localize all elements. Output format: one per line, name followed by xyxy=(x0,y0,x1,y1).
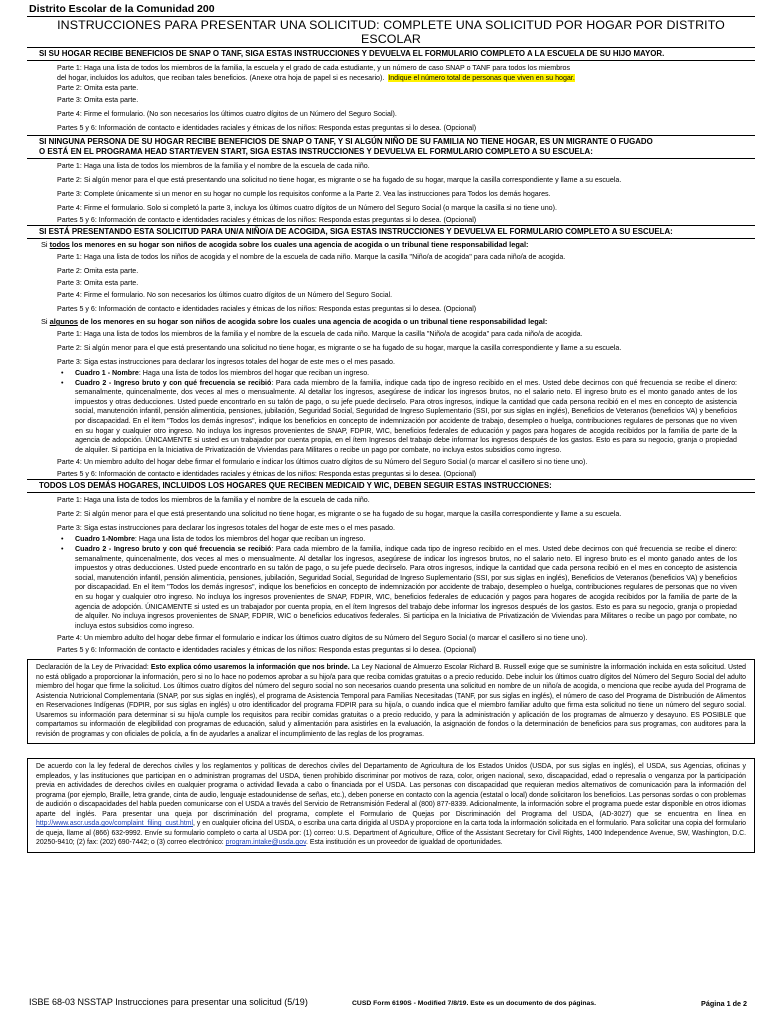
foster-some-subheading: Si algunos de los menores en su hogar son niños de acogida sobre los cuales una agencia de acogida o un tribunal tiene responsabilidad legal: xyxy=(41,317,548,326)
s1-part4: Parte 4: Firme el formulario. (No son necesarios los últimos cuatro dígitos de un Número del Seguro Social). xyxy=(57,110,397,118)
highlighted-note: Indique el número total de personas que viven en su hogar. xyxy=(388,74,575,82)
s1-part3: Parte 3: Omita esta parte. xyxy=(57,96,139,104)
s3b-box2-bullet: • Cuadro 2 - Ingreso bruto y con qué frecuencia se recibió: Para cada miembro de la familia, indique cada tipo de ingreso recibido en el mes. Usted debe decirnos con qué frecuencia se recibe el dinero: semanalmente, quincenalmente, dos veces al mes o mensualmente. Al detallar los ingresos, asegúrese de indicar los ingresos brutos, no el salario neto. El ingreso bruto es el monto ganado antes de los impuestos y otras deducciones. Usted puede encontrarlo en su talón de pago, o su jefe puede decírselo. Para otros ingresos, indique la cantidad que cada persona recibió en el mes en concepto de asistencia social, manutención infantil, pensión alimenticia, pensiones, jubilación, Seguridad Social, Seguridad de Ingreso Suplementario (SSI, por sus siglas en inglés), Beneficios de Veteranos (beneficios VA) y beneficios por discapacidad. En el ítem "Todos los demás ingresos", indique los beneficios en concepto de indemnización por accidente de trabajo, desempleo o huelga, contribuciones regulares de personas que no viven en su hogar y cualquier otro ingreso. No incluya los ingresos provenientes de SNAP, FDPIR, WIC, beneficios federales de educación y pagos para hogares de acogida recibidos por la familia de parte de la agencia de adopción. ÚNICAMENTE si usted es un trabajador por cuenta propia, en el ítem Ingresos del trabajo debe informar los ingresos después de los gastos. Esto es para su negocio, granja o propiedad de alquiler. Si participa en la Iniciativa de Privatización de Viviendas para Militares o recibe un pago por combate, no incluya estos subsidios como ingreso. xyxy=(27,379,755,456)
footer-form-id: ISBE 68-03 NSSTAP Instrucciones para presentar una solicitud (5/19) xyxy=(29,997,308,1007)
s2-part4: Parte 4: Firme el formulario. Solo si completó la parte 3, incluya los últimos cuatro dígitos de un Número del Seguro Social (o marque la casilla si no tiene uno). xyxy=(57,204,557,212)
s3b-part1: Parte 1: Haga una lista de todos los miembros de la familia y el nombre de la escuela de cada niño. Marque la casilla "Niño/a de acogida" para cada niño/a de acogida. xyxy=(57,330,583,338)
s4-part5-6: Partes 5 y 6: Información de contacto e identidades raciales y étnicas de los niños: Responda estas preguntas si lo desea. (Opcional) xyxy=(57,646,477,655)
s4-part2: Parte 2: Si algún menor para el que está presentando una solicitud no tiene hogar, es migrante o se ha fugado de su hogar, marque la casilla correspondiente y llame a su escuela. xyxy=(57,510,622,519)
section-snap-tanf-heading: SI SU HOGAR RECIBE BENEFICIOS DE SNAP O TANF, SIGA ESTAS INSTRUCCIONES Y DEVUELVA EL FORMULARIO COMPLETO A LA ESCUELA DE SU HIJO MAYOR. xyxy=(27,48,755,61)
nondiscrimination-statement: De acuerdo con la ley federal de derechos civiles y los reglamentos y políticas de derechos civiles del Departamento de Agricultura de los Estados Unidos (USDA, por sus siglas en inglés), el USDA, sus Agencias, oficinas y empleados, y las instituciones que participan en o administran programas del USDA, tienen prohibido discriminar por motivos de raza, color, origen nacional, sexo, discapacidad, edad o represalia o venganza por la participación previa en actividades de derechos civiles en cualquier programa o actividad llevada a cabo o financiada por el USDA. Las personas con discapacidad que requieran medios alternativos de comunicación para la información del programa (por ejemplo, Braille, letra grande, cinta de audio, lenguaje estadounidense de señas, etc.), deben ponerse en contacto con la agencia (estatal o local) donde solicitaron los beneficios. Las personas sordas o con problemas de audición o discapacidades del habla pueden comunicarse con el USDA a través del Servicio de Retransmisión Federal al (800) 877-8339. Adicionalmente, la información sobre el programa puede estar disponible en otros idiomas aparte del inglés. Para presentar una queja por discriminación del programa, complete el Formulario de Quejas por Discriminación del Programa del USDA, (AD-3027) que se encuentra en línea en http://www.ascr.usda.gov/complaint_filing_cust.html, y en cualquier oficina del USDA, o escriba una carta dirigida al USDA y proporcione en la carta toda la información solicitada en el formulario. Para solicitar una copia del formulario de queja, llame al (866) 632-9992. Envíe su formulario completo o carta al USDA por: (1) correo: U.S. Department of Agriculture, Office of the Assistant Secretary for Civil Rights, 1400 Independence Avenue, SW, Washington, D.C. 20250-9410; (2) fax: (202) 690-7442; o (3) correo electrónico: program.intake@usda.gov. Esta institución es un proveedor de igualdad de oportunidades. xyxy=(27,758,755,853)
s3a-part2: Parte 2: Omita esta parte. xyxy=(57,267,139,275)
s3b-part4: Parte 4: Un miembro adulto del hogar debe firmar el formulario e indicar los últimos cuatro dígitos de su Número del Seguro Social (o marcar el casillero si no tiene uno). xyxy=(57,458,588,467)
part-label: Parte 1 xyxy=(57,64,80,72)
s1-part2: Parte 2: Omita esta parte. xyxy=(57,84,139,92)
page-title: INSTRUCCIONES PARA PRESENTAR UNA SOLICITUD: COMPLETE UNA SOLICITUD POR HOGAR POR DISTRITO ESCOLAR xyxy=(27,16,755,48)
s3a-part3: Parte 3: Omita esta parte. xyxy=(57,279,139,287)
s3b-box1-bullet: • Cuadro 1 - Nombre: Haga una lista de todos los miembros del hogar que reciban un ingreso. xyxy=(27,369,755,379)
s4-box1-bullet: • Cuadro 1-Nombre: Haga una lista de todos los miembros del hogar que reciban un ingreso. xyxy=(27,535,755,545)
section-homeless-heading: SI NINGUNA PERSONA DE SU HOGAR RECIBE BENEFICIOS DE SNAP O TANF, Y SI ALGÚN NIÑO DE SU FAMILIA NO TIENE HOGAR, ES UN MIGRANTE O FUGADO O ESTÁ EN EL PROGRAMA HEAD START/EVEN START, SIGA ESTAS INSTRUCCIONES Y DEVUELVA EL FORMULARIO COMPLETO A SU ESCUELA: xyxy=(27,135,755,159)
section-foster-heading: SI ESTÁ PRESENTANDO ESTA SOLICITUD PARA UN/A NIÑO/A DE ACOGIDA, SIGA ESTAS INSTRUCCIONES Y DEVUELVA EL FORMULARIO COMPLETO A SU ESCUELA: xyxy=(27,225,755,239)
s1-part5-6: Partes 5 y 6: Información de contacto e identidades raciales y étnicas de los niños: Responda estas preguntas si lo desea. (Opcional) xyxy=(57,124,477,132)
s3b-part3: Parte 3: Siga estas instrucciones para declarar los ingresos totales del hogar de este mes o el mes pasado. xyxy=(57,358,395,366)
s4-part3: Parte 3: Siga estas instrucciones para declarar los ingresos totales del hogar de este mes o el mes pasado. xyxy=(57,524,395,533)
s3a-part5-6: Partes 5 y 6: Información de contacto e identidades raciales y étnicas de los niños: Responda estas preguntas si lo desea. (Opcional) xyxy=(57,305,477,313)
complaint-form-link[interactable]: http://www.ascr.usda.gov/complaint_filing_cust.html xyxy=(36,820,194,828)
s3b-part2: Parte 2: Si algún menor para el que está presentando una solicitud no tiene hogar, es migrante o se ha fugado de su hogar, marque la casilla correspondiente y llame a su escuela. xyxy=(57,344,622,352)
s2-part5-6: Partes 5 y 6: Información de contacto e identidades raciales y étnicas de los niños: Responda estas preguntas si lo desea. (Opcional) xyxy=(57,216,477,224)
section-all-other-heading: TODOS LOS DEMÁS HOGARES, INCLUIDOS LOS HOGARES QUE RECIBEN MEDICAID Y WIC, DEBEN SEGUIR ESTAS INSTRUCCIONES: xyxy=(27,479,755,493)
s3a-part4: Parte 4: Firme el formulario. No son necesarios los últimos cuatro dígitos de un Número del Seguro Social. xyxy=(57,291,393,299)
s1-part1: Parte 1: Haga una lista de todos los miembros de la familia, la escuela y el grado de cada estudiante, y un número de caso SNAP o TANF para todos los miembros del hogar, incluidos los adultos, que reciban tales beneficios. (Anexe otra hoja de papel si es necesario). Indique el número total de personas que viven en su hogar. xyxy=(57,64,575,82)
application-instructions xyxy=(27,3,755,853)
s2-part3: Parte 3: Complete únicamente si un menor en su hogar no cumple los requisitos conforme a la Parte 2. Vea las instrucciones para Todos los demás hogares. xyxy=(57,190,551,198)
foster-all-subheading: Si todos los menores en su hogar son niños de acogida sobre los cuales una agencia de acogida o un tribunal tiene responsabilidad legal: xyxy=(41,240,529,249)
program-intake-email-link[interactable]: program.intake@usda.gov xyxy=(225,839,307,847)
page-footer xyxy=(27,997,755,1017)
footer-page-number: Página 1 de 2 xyxy=(701,999,747,1008)
s4-part4: Parte 4: Un miembro adulto del hogar debe firmar el formulario e indicar los últimos cuatro dígitos de su Número del Seguro Social (o marcar el casillero si no tiene uno). xyxy=(57,634,588,643)
s4-part1: Parte 1: Haga una lista de todos los miembros de la familia y el nombre de la escuela de cada niño. xyxy=(57,496,370,505)
s4-box2-bullet: • Cuadro 2 - Ingreso bruto y con qué frecuencia se recibió: Para cada miembro de la familia, indique cada tipo de ingreso recibido en el mes. Usted debe decirnos con qué frecuencia se recibe el dinero: semanalmente, quincenalmente, dos veces al mes o mensualmente. Al detallar los ingresos, asegúrese de indicar los ingresos brutos, no el salario neto. El ingreso bruto es el monto ganado antes de los impuestos y otras deducciones. Usted puede encontrarlo en su talón de pago, o su jefe puede decírselo. Para otros ingresos, indique la cantidad que cada persona recibió en el mes en concepto de asistencia social, manutención infantil, pensión alimenticia, pensiones, jubilación, Seguridad Social, Seguridad de Ingreso Suplementario (SSI, por sus siglas en inglés), Beneficios de Veteranos (beneficios VA) y beneficios por discapacidad. En el ítem "Todos los demás ingresos", indique los beneficios en concepto de indemnización por accidente de trabajo, desempleo o huelga, contribuciones regulares de personas que no viven en su hogar y cualquier otro ingreso. No incluya los ingresos provenientes de SNAP, FDPIR, WIC, beneficios federales de educación y pagos para hogares de acogida recibidos por la familia de parte de la agencia de adopción. ÚNICAMENTE si usted es un trabajador por cuenta propia, en el ítem Ingresos del trabajo debe informar los ingresos después de los gastos. Esto es para su negocio, granja o propiedad de alquiler. No incluya ingresos provenientes de SNAP, FDPIR, WIC o beneficios educativos federales. Si participa en la Iniciativa de Privatización de Viviendas para Militares o recibe un pago por combate, no incluya estos subsidios como ingreso. xyxy=(27,545,755,631)
s3a-part1: Parte 1: Haga una lista de todos los niños de acogida y el nombre de la escuela de cada niño. Marque la casilla "Niño/a de acogida" para cada niño/a de acogida. xyxy=(57,253,566,261)
s2-part1: Parte 1: Haga una lista de todos los miembros de la familia y el nombre de la escuela de cada niño. xyxy=(57,162,370,170)
s2-part2: Parte 2: Si algún menor para el que está presentando una solicitud no tiene hogar, es migrante o se ha fugado de su hogar, marque la casilla correspondiente y llame a su escuela. xyxy=(57,176,622,184)
privacy-act-statement: Declaración de la Ley de Privacidad: Esto explica cómo usaremos la información que nos brinde. La Ley Nacional de Almuerzo Escolar Richard B. Russell exige que se suministre la información incluida en esta solicitud. Usted no está obligado a proporcionar la información, pero si no lo hace no podemos aprobar a su hijo/a para que reciba comidas gratuitas o a precio reducido. Debe incluir los últimos cuatro dígitos del Número del Seguro Social del adulto miembro del hogar que firme la solicitud. Los últimos cuatro dígitos del número del seguro social no son necesarios cuando presenta una solicitud en nombre de un niño/a de acogida, o menciona que recibe ayuda del Programa de Asistencia Nutricional Complementaria (SNAP, por sus siglas en inglés), el programa de Asistencia Temporal para Familias Necesitadas (TANF, por sus siglas en inglés), el número de caso del Programa de Distribución de Alimentos en Reservaciones Indígenas (FDPIR, por sus siglas en inglés) u otro identificador del programa FDPIR para su hijo/a, o cuando indica que el miembro familiar adulto que firma esta solicitud no tiene un número del seguro social. Usaremos su información para determinar si su hijo/a cumple los requisitos para recibir comidas gratuitas o a precio reducido, y para la administración y aplicación de los programas de almuerzo y desayuno. ES POSIBLE que compartamos su información de elegibilidad con programas de educación, salud y alimentación para asistirles en la evaluación, la asignación de fondos o la determinación de beneficios para sus programas, con auditores para la revisión de programas y con oficiales de policía, a fin de ayudarles a analizar el incumplimiento de las reglas de los programas. xyxy=(27,659,755,744)
footer-form-note: CUSD Form 6190S - Modified 7/8/19. Este es un documento de dos páginas. xyxy=(352,1000,596,1007)
s3b-part5-6: Partes 5 y 6: Información de contacto e identidades raciales y étnicas de los niños: Responda estas preguntas si lo desea. (Opcional) xyxy=(57,470,477,479)
district-name: Distrito Escolar de la Comunidad 200 xyxy=(29,3,215,15)
